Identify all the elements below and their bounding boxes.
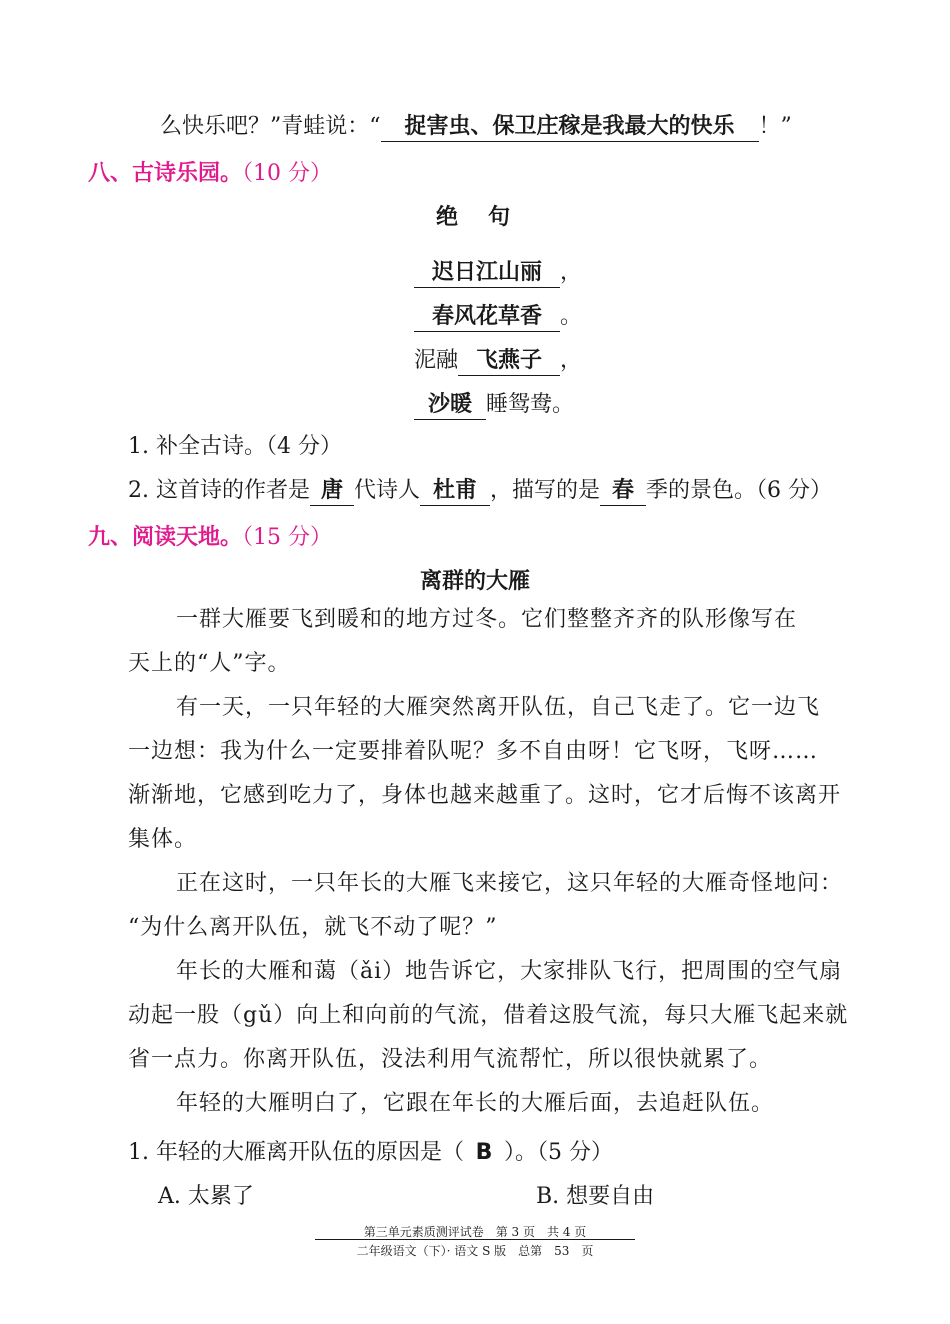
poem-line-3-answer: 飞燕子 <box>458 347 560 376</box>
story-line: 年长的大雁和蔼（ǎi）地告诉它，大家排队飞行，把周围的空气扇 <box>176 959 843 984</box>
poem-line-4-answer: 沙暖 <box>414 391 486 420</box>
poem-line-3 <box>414 346 582 376</box>
poem-title: 绝 句 <box>435 205 514 230</box>
poem-line-4-suffix: 睡鸳鸯。 <box>486 392 575 417</box>
story-title: 离群的大雁 <box>419 569 530 594</box>
story-body <box>128 598 868 1126</box>
q7-answer-line <box>160 112 792 142</box>
option-b: B. 想要自由 <box>536 1184 655 1209</box>
poem-line-2-suffix: 。 <box>560 304 583 329</box>
section8-q1: 1. 补全古诗。（4 分） <box>128 434 342 459</box>
poem-line-3-prefix: 泥融 <box>414 348 459 373</box>
section8-heading <box>88 156 332 187</box>
story-line: 年轻的大雁明白了，它跟在年长的大雁后面，去追赶队伍。 <box>176 1091 775 1116</box>
story-line: 动起一股（gǔ）向上和向前的气流，借着这股气流，每只大雁飞起来就 <box>128 1003 849 1028</box>
section9-q1 <box>128 1138 613 1168</box>
story-line: “为什么离开队伍，就飞不动了呢？” <box>128 915 498 940</box>
q7-text-before: 么快乐吧？”青蛙说：“ <box>160 114 381 139</box>
poem-line-2 <box>414 302 582 332</box>
poem-line-1-suffix: ， <box>560 260 583 285</box>
story-line: 渐渐地，它感到吃力了，身体也越来越重了。这时，它才后悔不该离开 <box>128 783 842 808</box>
q7-answer: 捉害虫、保卫庄稼是我最大的快乐 <box>381 113 759 142</box>
footer-divider <box>315 1239 635 1240</box>
poem-line-1 <box>414 258 582 288</box>
footer-line-2: 二年级语文（下）· 语文 S 版 总第 53 页 <box>356 1244 594 1258</box>
section8-heading-text: 八、古诗乐园。 <box>88 161 243 186</box>
s9-q1-text-1: 1. 年轻的大雁离开队伍的原因是（ <box>128 1140 464 1165</box>
story-line: 一边想：我为什么一定要排着队呢？多不自由呀！它飞呀，飞呀…… <box>128 739 819 764</box>
footer-line-1: 第三单元素质测评试卷 第 3 页 共 4 页 <box>363 1225 587 1239</box>
q2-text-4: 季的景色。（6 分） <box>646 478 833 503</box>
q2-answer-season: 春 <box>600 477 646 506</box>
section9-heading-text: 九、阅读天地。 <box>88 525 243 550</box>
poem-line-1-answer: 迟日江山丽 <box>414 259 560 288</box>
q2-text-2: 代诗人 <box>353 478 420 503</box>
q2-text-1: 2. 这首诗的作者是 <box>128 478 310 503</box>
s9-q1-text-2: ）。（5 分） <box>504 1140 613 1165</box>
story-line: 正在这时，一只年长的大雁飞来接它，这只年轻的大雁奇怪地问： <box>176 871 844 896</box>
q2-answer-dynasty: 唐 <box>310 477 354 506</box>
q2-answer-poet: 杜甫 <box>420 477 490 506</box>
section9-heading <box>88 520 332 551</box>
poem-line-3-suffix: ， <box>560 348 583 373</box>
story-line: 有一天，一只年轻的大雁突然离开队伍，自己飞走了。它一边飞 <box>176 695 821 720</box>
poem-line-4 <box>414 390 574 420</box>
s9-q1-answer: B <box>475 1140 493 1165</box>
option-a: A. 太累了 <box>158 1184 254 1209</box>
story-line: 省一点力。你离开队伍，没法利用气流帮忙，所以很快就累了。 <box>128 1047 773 1072</box>
section8-points: （10 分） <box>242 161 333 186</box>
q7-text-after: ！” <box>758 114 792 139</box>
story-line: 一群大雁要飞到暖和的地方过冬。它们整整齐齐的队形像写在 <box>176 607 798 632</box>
section8-q2 <box>128 476 832 506</box>
section9-points: （15 分） <box>242 525 333 550</box>
q2-text-3: ，描写的是 <box>490 478 601 503</box>
poem-line-2-answer: 春风花草香 <box>414 303 560 332</box>
story-line: 集体。 <box>128 827 198 852</box>
story-line: 天上的“人”字。 <box>128 651 291 676</box>
